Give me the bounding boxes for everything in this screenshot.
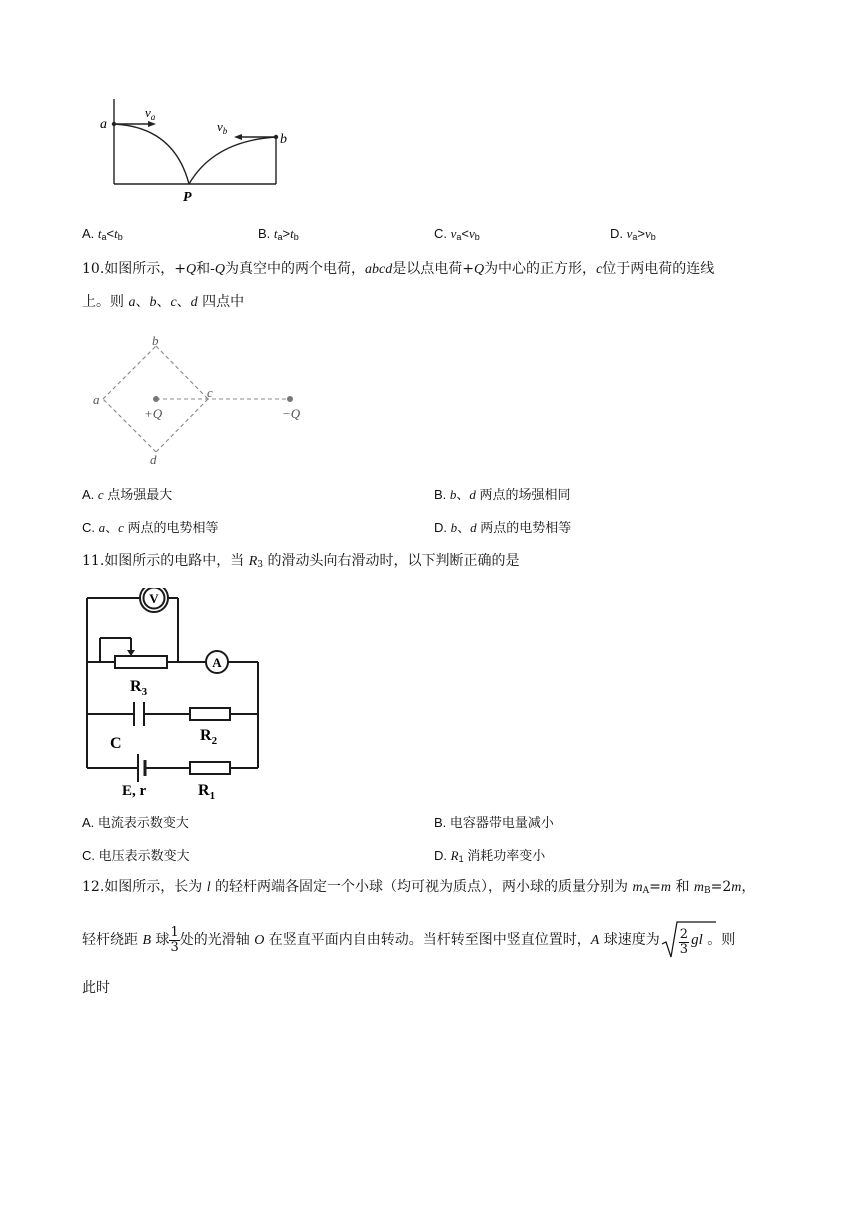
q9-label-vb: $v_b$ [217,119,228,136]
q12-stem-line-2: 轻杆绕距 B 球 $\frac{1}{3}$ 处的光滑轴 O 在竖直平面内自由转动。当杆转至图中竖直位置时，A 球速度为 $\frac{2}{3}$ gl 。则 [82,920,735,960]
q11-option-c: C. 电压表示数变大 [82,848,190,863]
q9-option-b: B. $t_a>t_b$ [258,226,299,242]
q11-er-label: E, r [122,783,147,799]
q10-label-b: b [152,333,159,348]
q10-option-b: B. b、d 两点的场强相同 [434,487,571,502]
q9-option-d: D. $v_a>v_b$ [610,226,656,242]
q9-option-a: A. $t_a<t_b$ [82,226,123,242]
q10-label-c: c [207,385,213,400]
q10-stem-line-2: 上。则 a、b、c、d 四点中 [82,294,245,310]
q10-option-d: D. b、d 两点的电势相等 [434,520,572,535]
q10-label-d: d [150,452,157,467]
q11-r2-label: $R_2$ [200,727,218,747]
q11-r1-label: $R_1$ [198,782,216,802]
q9-label-b: b [280,132,287,147]
q11-voltmeter-label: V [149,591,159,606]
q11-ammeter-label: A [212,655,222,670]
q11-stem: 11.如图所示的电路中，当 $R_3$ 的滑动头向右滑动时，以下判断正确的是 [82,553,520,570]
q12-fraction: $\frac{1}{3}$ [170,924,179,955]
q12-stem-line-3: 此时 [82,980,110,996]
q10-label-minus-q: −Q [282,406,301,421]
q9-label-p: P [183,190,192,205]
q11-option-a: A. 电流表示数变大 [82,815,189,830]
q10-option-c: C. a、c 两点的电势相等 [82,520,219,535]
q9-label-va: $v_a$ [145,105,156,122]
q11-option-d: D. $R_1$ 消耗功率变小 [434,848,546,864]
q10-stem-line-1: 10.如图所示，+Q和-Q为真空中的两个电荷，abcd是以点电荷+Q为中心的正方形，c位于两电荷的连线 [82,261,715,277]
q11-circuit-figure [80,588,270,803]
q9-option-c: C. $v_a<v_b$ [434,226,480,242]
q12-sqrt-sign [660,920,716,960]
q9-label-a: a [100,117,107,132]
q12-sqrt-expression: $\frac{2}{3}$ gl [660,920,703,960]
q12-stem-line-1: 12.如图所示，长为 l 的轻杆两端各固定一个小球（均可视为质点），两小球的质量分别为 $m_A=m$ 和 $m_B=2m$， [82,879,756,896]
q11-option-b: B. 电容器带电量减小 [434,815,554,830]
q11-r3-label: $R_3$ [130,678,148,698]
q10-option-a: A. c 点场强最大 [82,487,173,502]
q9-figure [96,95,296,210]
q10-label-plus-q: +Q [144,406,163,421]
q11-c-label: C [110,735,122,752]
q10-label-a: a [93,392,100,407]
q10-figure [90,332,320,472]
